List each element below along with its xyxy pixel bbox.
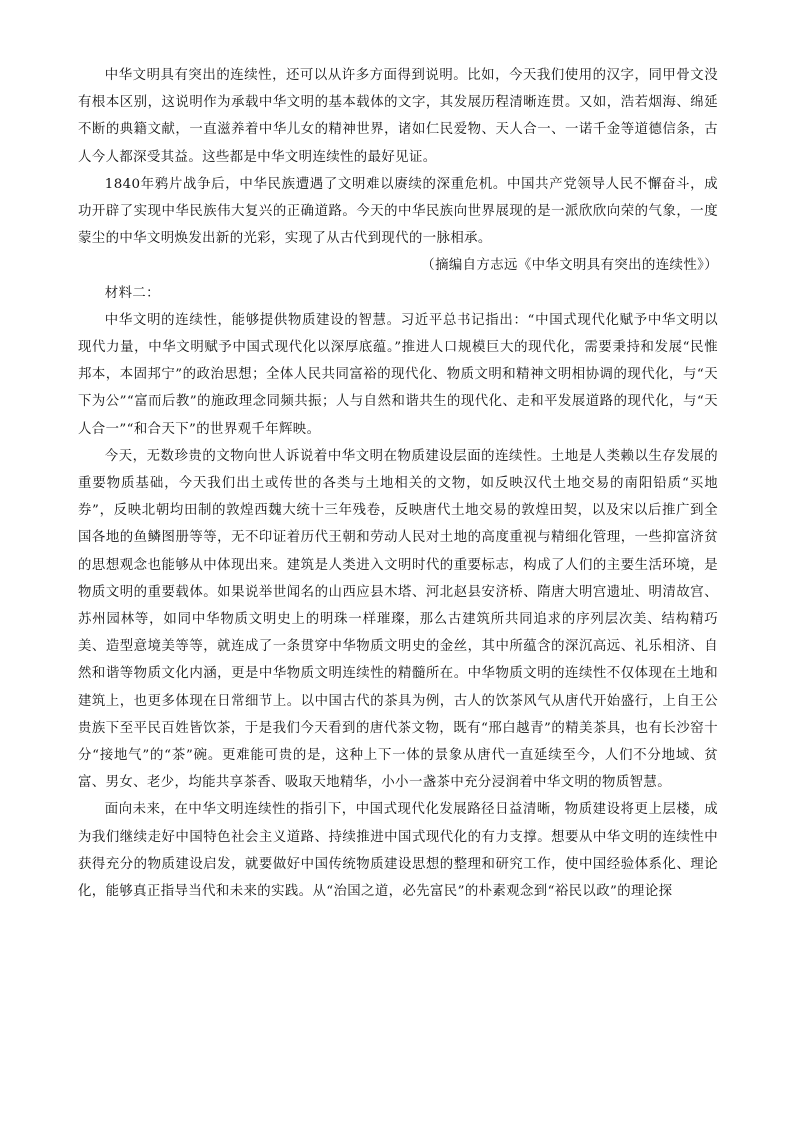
- document-page: [78, 62, 718, 905]
- material-two-heading: 材料二：: [104, 285, 160, 301]
- paragraph-future: 面向未来，在中华文明连续性的指引下，中国式现代化发展路径日益清晰，物质建设将更上层楼，成为我们继续走好中国特色社会主义道路、持续推进中国式现代化的有力支撑。想要从中华文明的连续性中获得充分的物质建设启发，就要做好中国传统物质建设思想的整理和研究工作，使中国经验体系化、理论化，能够真正指导当代和未来的实践。从“治国之道，必先富民”的朴素观念到“裕民以政”的理论探: [78, 802, 718, 900]
- paragraph-cultural-relics: 今天，无数珍贵的文物向世人诉说着中华文明在物质建设层面的连续性。土地是人类赖以生存发展的重要物质基础，今天我们出土或传世的各类与土地相关的文物，如反映汉代土地交易的南阳铅质“买地券”，反映北朝均田制的敦煌西魏大统十三年残卷，反映唐代土地交易的敦煌田契，以及宋以后推广到全国各地的鱼鳞图册等等，无不印证着历代王朝和劳动人民对土地的高度重视与精细化管理，一些抑富济贫的思想观念也能够从中体现出来。建筑是人类进入文明时代的重要标志，构成了人们的主要生活环境，是物质文明的重要载体。如果说举世闻名的山西应县木塔、河北赵县安济桥、隋唐大明宫遗址、明清故宫、苏州园林等，如同中华物质文明史上的明珠一样璀璨，那么古建筑所共同追求的序列层次美、结构精巧美、造型意境美等等，就连成了一条贯穿中华物质文明史的金丝，其中所蕴含的深沉高远、礼乐相济、自然和谐等物质文化内涵，更是中华物质文明连续性的精髓所在。中华物质文明的连续性不仅体现在土地和建筑上，也更多体现在日常细节上。以中国古代的茶具为例，古人的饮茶风气从唐代开始盛行，上自王公贵族下至平民百姓皆饮茶，于是我们今天看到的唐代茶文物，既有“邢白越青”的精美茶具，也有长沙窑十分“接地气”的“茶”碗。更难能可贵的是，这种上下一体的景象从唐代一直延续至今，人们不分地域、贫富、男女、老少，均能共享茶香、吸取天地精华，小小一盏茶中充分浸润着中华文明的物质智慧。: [78, 448, 718, 791]
- paragraph-opium-war: 1840年鸦片战争后，中华民族遭遇了文明难以赓续的深重危机。中国共产党领导人民不懈奋斗，成功开辟了实现中华民族伟大复兴的正确道路。今天的中华民族向世界展现的是一派欣欣向荣的气象，一度蒙尘的中华文明焕发出新的光彩，实现了从古代到现代的一脉相承。: [78, 176, 718, 247]
- paragraph-material-wisdom: 中华文明的连续性，能够提供物质建设的智慧。习近平总书记指出：“中国式现代化赋予中华文明以现代力量，中华文明赋予中国式现代化以深厚底蕴。”推进人口规模巨大的现代化，需要秉持和发展“民惟邦本，本固邦宁”的政治思想；全体人民共同富裕的现代化、物质文明和精神文明相协调的现代化，与“天下为公”“富而后教”的施政理念同频共振；人与自然和谐共生的现代化、走和平发展道路的现代化，与“天人合一”“和合天下”的世界观千年辉映。: [78, 312, 718, 437]
- source-citation: （摘编自方志远《中华文明具有突出的连续性》）: [421, 258, 718, 274]
- paragraph-chinese-characters: 中华文明具有突出的连续性，还可以从许多方面得到说明。比如，今天我们使用的汉字，同甲骨文没有根本区别，这说明作为承载中华文明的基本载体的文字，其发展历程清晰连贯。又如，浩若烟海、绵延不断的典籍文献，一直滋养着中华儿女的精神世界，诸如仁民爱物、天人合一、一诺千金等道德信条，古人今人都深受其益。这些都是中华文明连续性的最好见证。: [78, 68, 718, 165]
